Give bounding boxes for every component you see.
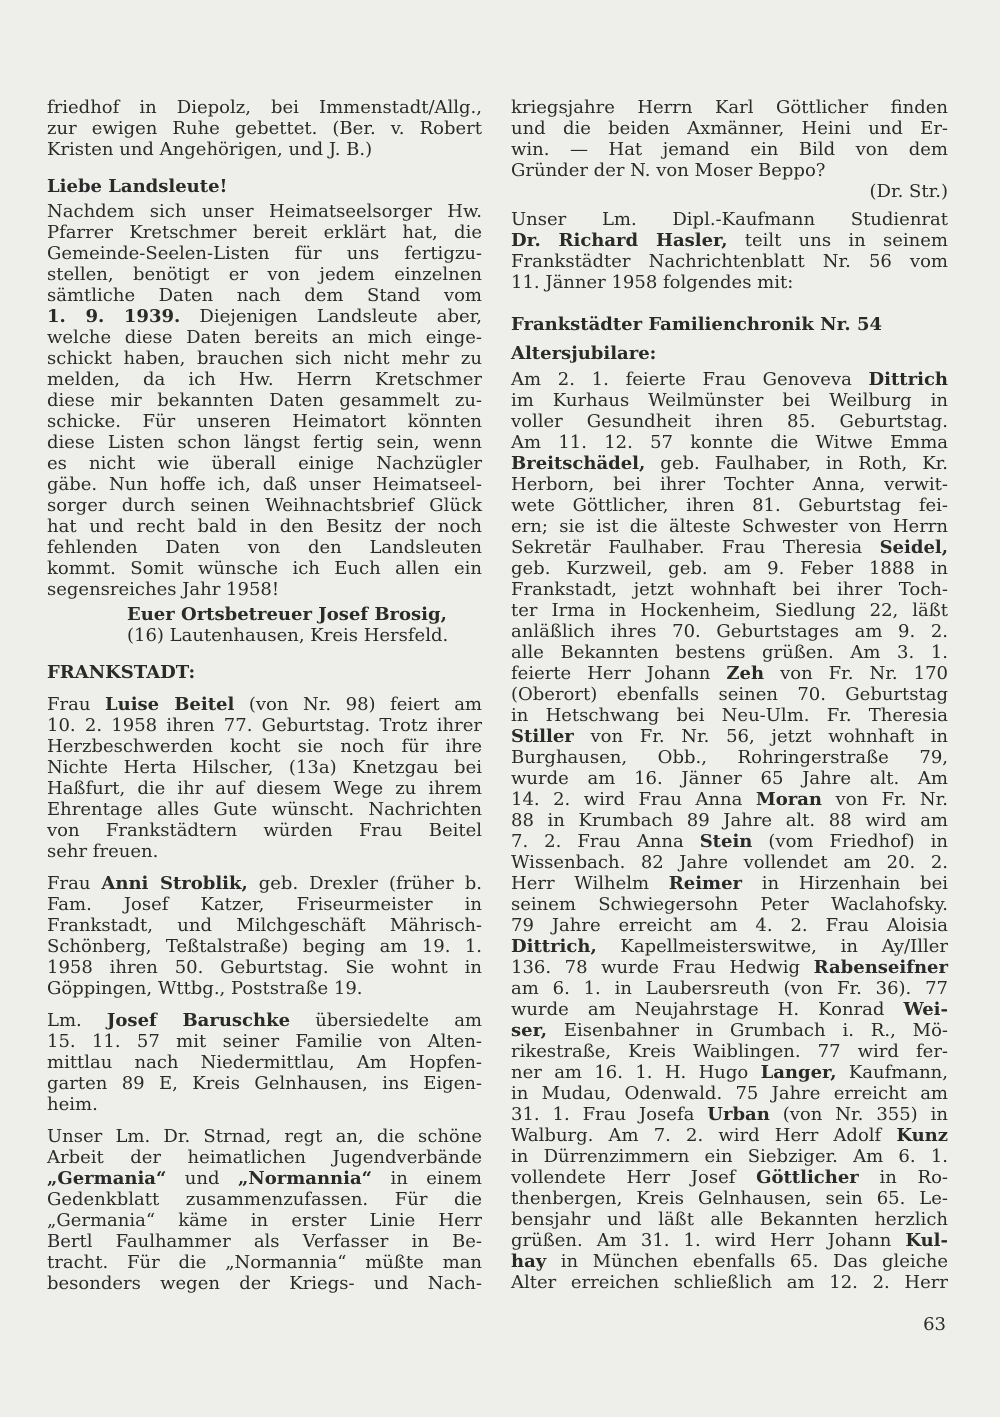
text-run: Göppingen, Wttbg., Poststraße 19.: [47, 978, 363, 999]
text-run: Frau: [47, 694, 105, 715]
bold-text: Kul-: [905, 1230, 948, 1251]
text-run: geb. Faulhaber, in Roth, Kr.: [645, 453, 948, 474]
text-line: [47, 243, 482, 264]
bold-text: Wei-: [903, 999, 948, 1020]
text-run: 136. 78 wurde Frau Hedwig: [511, 957, 814, 978]
bold-text: Zeh: [726, 663, 765, 684]
text-run: und die beiden Axmänner, Heini und Er-: [511, 118, 948, 139]
bold-text: Breitschädel,: [511, 453, 646, 474]
text-line: [47, 1231, 482, 1252]
text-line: [511, 957, 948, 978]
text-line: [511, 873, 948, 894]
text-line: [511, 936, 948, 957]
text-line: [47, 537, 482, 558]
text-run: Gemeinde-Seelen-Listen für uns fertigzu-: [47, 243, 482, 264]
text-run: schicke. Für unseren Heimatort könnten: [47, 411, 482, 432]
text-run: Alter erreichen schließlich am 12. 2. Herr: [511, 1272, 948, 1293]
bold-text: „Germania“: [47, 1168, 167, 1189]
text-line: [511, 684, 948, 705]
text-line: [47, 820, 482, 841]
text-line: [47, 369, 482, 390]
text-run: Unser Lm. Dr. Strnad, regt an, die schöne: [47, 1126, 482, 1147]
text-run: fehlenden Daten von den Landsleuten: [47, 537, 482, 558]
text-run: (Oberort) ebenfalls seinen 70. Geburtstag: [511, 684, 948, 705]
text-run: im Kurhaus Weilmünster bei Weilburg in: [511, 390, 948, 411]
text-line: [47, 432, 482, 453]
bold-text: Dittrich: [868, 369, 948, 390]
text-line: [511, 579, 948, 600]
text-run: „Germania“ käme in erster Linie Herr: [47, 1210, 482, 1231]
text-line: [47, 915, 482, 936]
text-line: [511, 139, 948, 160]
text-line: [47, 139, 482, 160]
text-line: [511, 411, 948, 432]
text-line: [47, 1094, 482, 1115]
text-run: (von Nr. 98) feiert am: [234, 694, 482, 715]
text-run: 79 Jahre erreicht am 4. 2. Frau Aloisia: [511, 915, 948, 936]
bold-text: Langer,: [760, 1062, 837, 1083]
text-run: in Hirzenhain bei: [742, 873, 948, 894]
bold-text: Stiller: [511, 726, 574, 747]
text-line: [47, 495, 482, 516]
text-run: Haßfurt, die ihr auf diesem Wege zu ihrem: [47, 778, 482, 799]
bold-text: Luise Beitel: [104, 694, 235, 715]
text-run: geb. Kurzweil, geb. am 9. Feber 1888 in: [511, 558, 948, 579]
text-run: 31. 1. Frau Josefa: [511, 1104, 708, 1125]
text-line: [47, 841, 482, 862]
text-run: Gründer der N. von Moser Beppo?: [511, 160, 826, 181]
text-run: Kristen und Angehörigen, und J. B.): [47, 139, 373, 160]
text-run: Kapellmeisterswitwe, in Ay/Iller: [596, 936, 948, 957]
text-run: 88 in Krumbach 89 Jahre alt. 88 wird am: [511, 810, 948, 831]
text-line: [47, 1031, 482, 1052]
paragraph-beisetzung: [47, 97, 482, 160]
text-line: [511, 1146, 948, 1167]
text-run: Frau: [47, 873, 102, 894]
paragraph-beitel: [47, 694, 482, 862]
text-line: [511, 118, 948, 139]
text-line: [511, 97, 948, 118]
text-run: (vom Friedhof) in: [752, 831, 948, 852]
heading-frankstadt: FRANKSTADT:: [47, 662, 196, 683]
text-line: [47, 348, 482, 369]
text-run: 15. 11. 57 mit seiner Familie von Alten-: [47, 1031, 482, 1052]
text-run: Unser Lm. Dipl.-Kaufmann Studienrat: [511, 209, 948, 230]
text-line: [511, 1272, 948, 1293]
text-run: schickt haben, brauchen sich nicht mehr zu: [47, 348, 482, 369]
paragraph-hasler: [511, 209, 948, 293]
text-run: Bertl Faulhammer als Verfasser in Be-: [47, 1231, 482, 1252]
signature-name: Euer Ortsbetreuer Josef Brosig,: [127, 604, 447, 625]
text-run: 14. 2. wird Frau Anna: [511, 789, 756, 810]
text-run: in Mudau, Odenwald. 75 Jahre erreicht am: [511, 1083, 948, 1104]
text-line: [511, 272, 948, 293]
text-line: [511, 621, 948, 642]
text-line: [511, 852, 948, 873]
text-line: [47, 1126, 482, 1147]
text-run: Wissenbach. 82 Jahre vollendet am 20. 2.: [511, 852, 948, 873]
text-line: [511, 1104, 948, 1125]
text-line: [47, 558, 482, 579]
text-run: Am 2. 1. feierte Frau Genoveva: [511, 369, 869, 390]
text-run: Kaufmann,: [836, 1062, 948, 1083]
text-run: Schönberg, Teßtalstraße) beging am 19. 1.: [47, 936, 482, 957]
text-line: [511, 642, 948, 663]
text-run: vollendete Herr Josef: [511, 1167, 757, 1188]
text-run: Lm.: [47, 1010, 107, 1031]
text-run: segensreiches Jahr 1958!: [47, 579, 280, 600]
text-run: besonders wegen der Kriegs- und Nach-: [47, 1273, 482, 1294]
text-line: [47, 978, 482, 999]
paragraph-strnad: [47, 1126, 482, 1294]
text-run: welche diese Daten bereits an mich einge-: [47, 327, 482, 348]
text-line: [511, 978, 948, 999]
text-line: [47, 894, 482, 915]
heading-liebe-landsleute: Liebe Landsleute!: [47, 176, 228, 197]
text-run: Diejenigen Landsleute aber,: [180, 306, 482, 327]
text-run: Nachdem sich unser Heimatseelsorger Hw.: [47, 201, 482, 222]
text-run: und: [166, 1168, 238, 1189]
text-run: in Dürrenzimmern ein Siebziger. Am 6. 1.: [511, 1146, 948, 1167]
text-run: Frankstadt, und Milchgeschäft Mährisch-: [47, 915, 482, 936]
text-line: [511, 1041, 948, 1062]
text-line: [511, 1209, 948, 1230]
text-run: melden, da ich Hw. Herrn Kretschmer: [47, 369, 482, 390]
text-line: [47, 936, 482, 957]
text-run: heim.: [47, 1094, 98, 1115]
text-line: [511, 768, 948, 789]
text-line: [511, 705, 948, 726]
text-line: [511, 810, 948, 831]
text-run: übersiedelte am: [290, 1010, 482, 1031]
text-line: [47, 1147, 482, 1168]
text-line: [47, 411, 482, 432]
text-line: [511, 1020, 948, 1041]
bold-text: Dr. Richard Hasler,: [511, 230, 728, 251]
text-line: [47, 285, 482, 306]
text-run: Frankstädter Nachrichtenblatt Nr. 56 vom: [511, 251, 948, 272]
text-line: [47, 1189, 482, 1210]
text-line: [511, 831, 948, 852]
text-run: sehr freuen.: [47, 841, 159, 862]
text-run: thenbergen, Kreis Gelnhausen, sein 65. Le-: [511, 1188, 948, 1209]
text-line: [47, 873, 482, 894]
text-run: friedhof in Diepolz, bei Immenstadt/Allg.,: [47, 97, 482, 118]
text-line: [511, 160, 948, 181]
signature-ortsbetreuer: [47, 604, 482, 646]
bold-text: Seidel,: [879, 537, 948, 558]
text-line: [511, 209, 948, 230]
text-line: [47, 327, 482, 348]
text-line: [511, 1188, 948, 1209]
text-line: [511, 1062, 948, 1083]
text-line: [47, 1168, 482, 1189]
text-run: voller Gesundheit ihren 85. Geburtstag.: [511, 411, 948, 432]
text-run: kriegsjahre Herrn Karl Göttlicher finden: [511, 97, 948, 118]
text-run: wete Göttlicher, ihren 81. Geburtstag fei-: [511, 495, 948, 516]
text-run: rikestraße, Kreis Waiblingen. 77 wird fer-: [511, 1041, 948, 1062]
text-run: Gedenkblatt zusammenzufassen. Für die: [47, 1189, 482, 1210]
text-run: bensjahr und läßt alle Bekannten herzlich: [511, 1209, 948, 1230]
paragraph-bild-gruender: [511, 97, 948, 181]
text-line: [47, 715, 482, 736]
text-line: [47, 757, 482, 778]
text-run: feierte Herr Johann: [511, 663, 727, 684]
text-run: grüßen. Am 31. 1. wird Herr Johann: [511, 1230, 906, 1251]
text-run: diese Listen schon längst fertig sein, wenn: [47, 432, 482, 453]
text-run: alle Bekannten bestens grüßen. Am 3. 1.: [511, 642, 948, 663]
bold-text: Göttlicher: [756, 1167, 859, 1188]
text-run: Sekretär Faulhaber. Frau Theresia: [511, 537, 880, 558]
text-line: [511, 999, 948, 1020]
text-line: [511, 789, 948, 810]
bold-text: Josef Baruschke: [106, 1010, 291, 1031]
text-line: [511, 894, 948, 915]
text-line: [511, 1083, 948, 1104]
text-line: [47, 1273, 482, 1294]
text-line: [511, 453, 948, 474]
text-run: wurde am 16. Jänner 65 Jahre alt. Am: [511, 768, 948, 789]
text-run: teilt uns in seinem: [727, 230, 948, 251]
text-run: in München ebenfalls 65. Das gleiche: [546, 1251, 948, 1272]
text-line: [511, 1125, 948, 1146]
paragraph-baruschke: [47, 1010, 482, 1115]
bold-text: hay: [511, 1251, 547, 1272]
text-line: [47, 201, 482, 222]
text-line: [47, 453, 482, 474]
bold-text: Dittrich,: [511, 936, 597, 957]
text-line: [47, 694, 482, 715]
text-line: [511, 432, 948, 453]
text-line: [47, 579, 482, 600]
text-run: sämtliche Daten nach dem Stand vom: [47, 285, 482, 306]
author-initials: (Dr. Str.): [869, 181, 948, 202]
text-line: [47, 1010, 482, 1031]
text-run: Nichte Herta Hilscher, (13a) Knetzgau bei: [47, 757, 482, 778]
text-run: Am 11. 12. 57 konnte die Witwe Emma: [511, 432, 948, 453]
text-run: 10. 2. 1958 ihren 77. Geburtstag. Trotz ihrer: [47, 715, 482, 736]
text-line: [47, 1052, 482, 1073]
bold-text: Urban: [707, 1104, 770, 1125]
text-run: 7. 2. Frau Anna: [511, 831, 700, 852]
text-run: am 6. 1. in Laubersreuth (von Fr. 36). 77: [511, 978, 948, 999]
text-run: tracht. Für die „Normannia“ müßte man: [47, 1252, 482, 1273]
text-run: Walburg. Am 7. 2. wird Herr Adolf: [511, 1125, 897, 1146]
paragraph-stroblik: [47, 873, 482, 999]
text-line: [47, 957, 482, 978]
bold-text: ser,: [511, 1020, 548, 1041]
text-line: [47, 1073, 482, 1094]
text-line: [47, 736, 482, 757]
text-line: [47, 1252, 482, 1273]
signature-address: (16) Lautenhausen, Kreis Hersfeld.: [127, 625, 449, 646]
text-line: [511, 747, 948, 768]
text-line: [47, 306, 482, 327]
text-run: von Fr. Nr.: [822, 789, 948, 810]
text-run: von Fr. Nr. 170: [764, 663, 949, 684]
text-run: in Hetschwang bei Neu-Ulm. Fr. Theresia: [511, 705, 948, 726]
text-run: geb. Drexler (früher b.: [247, 873, 482, 894]
heading-altersjubilare: Altersjubilare:: [511, 343, 657, 364]
bold-text: Reimer: [668, 873, 743, 894]
text-run: Ehrentage alles Gute wünscht. Nachrichten: [47, 799, 482, 820]
text-run: sorger durch seinen Weihnachtsbrief Glück: [47, 495, 482, 516]
text-run: diese mir bekannten Daten gesammelt zu-: [47, 390, 482, 411]
text-run: ter Irma in Hockenheim, Siedlung 22, läßt: [511, 600, 948, 621]
text-run: Eisenbahner in Grumbach i. R., Mö-: [547, 1020, 948, 1041]
bold-text: „Normannia“: [237, 1168, 372, 1189]
text-line: [47, 390, 482, 411]
text-run: in Ro-: [858, 1167, 949, 1188]
text-run: 11. Jänner 1958 folgendes mit:: [511, 272, 794, 293]
text-line: [47, 516, 482, 537]
text-line: [47, 799, 482, 820]
text-run: Herborn, bei ihrer Tochter Anna, verwit-: [511, 474, 948, 495]
text-line: [47, 222, 482, 243]
text-line: [511, 251, 948, 272]
text-line: [511, 558, 948, 579]
text-line: [511, 495, 948, 516]
bold-text: 1. 9. 1939.: [47, 306, 181, 327]
bold-text: Anni Stroblik,: [101, 873, 248, 894]
text-line: [511, 369, 948, 390]
text-run: Herzbeschwerden kocht sie noch für ihre: [47, 736, 482, 757]
paragraph-altersjubilare: [511, 369, 948, 1293]
text-line: [511, 1230, 948, 1251]
right-column: [511, 97, 948, 1293]
text-run: in einem: [372, 1168, 482, 1189]
text-line: [511, 537, 948, 558]
text-run: kommt. Somit wünsche ich Euch allen ein: [47, 558, 482, 579]
text-run: ern; sie ist die älteste Schwester von Herrn: [511, 516, 948, 537]
text-line: [511, 390, 948, 411]
text-line: [511, 600, 948, 621]
text-line: [511, 915, 948, 936]
paragraph-seelen-listen: [47, 201, 482, 600]
text-run: Frankstadt, jetzt wohnhaft bei ihrer Toch-: [511, 579, 948, 600]
text-run: Burghausen, Obb., Rohringerstraße 79,: [511, 747, 948, 768]
page-number: 63: [923, 1314, 946, 1335]
bold-text: Rabenseifner: [813, 957, 948, 978]
text-line: [511, 1251, 948, 1272]
text-run: Fam. Josef Katzer, Friseurmeister in: [47, 894, 482, 915]
text-line: [511, 663, 948, 684]
text-run: von Fr. Nr. 56, jetzt wohnhaft in: [573, 726, 948, 747]
text-line: [511, 230, 948, 251]
text-run: Pfarrer Kretschmer bereit erklärt hat, die: [47, 222, 482, 243]
bold-text: Moran: [755, 789, 823, 810]
text-run: von Frankstädtern würden Frau Beitel: [47, 820, 482, 841]
bold-text: Kunz: [896, 1125, 948, 1146]
text-run: Herr Wilhelm: [511, 873, 669, 894]
text-run: win. — Hat jemand ein Bild von dem: [511, 139, 948, 160]
text-run: (von Nr. 355) in: [769, 1104, 948, 1125]
text-run: ner am 16. 1. H. Hugo: [511, 1062, 761, 1083]
text-run: wurde am Neujahrstage H. Konrad: [511, 999, 904, 1020]
text-line: [47, 97, 482, 118]
text-line: [47, 118, 482, 139]
text-run: 1958 ihren 50. Geburtstag. Sie wohnt in: [47, 957, 482, 978]
text-run: zur ewigen Ruhe gebettet. (Ber. v. Robert: [47, 118, 482, 139]
text-line: [511, 1167, 948, 1188]
text-run: garten 89 E, Kreis Gelnhausen, ins Eigen-: [47, 1073, 482, 1094]
text-run: stellen, benötigt er von jedem einzelnen: [47, 264, 482, 285]
text-run: anläßlich ihres 70. Geburtstages am 9. 2.: [511, 621, 948, 642]
text-line: [511, 726, 948, 747]
text-run: mittlau nach Niedermittlau, Am Hopfen-: [47, 1052, 482, 1073]
text-line: [47, 778, 482, 799]
text-line: [511, 474, 948, 495]
text-line: [511, 516, 948, 537]
text-run: hat und recht bald in den Besitz der noch: [47, 516, 482, 537]
heading-familienchronik: Frankstädter Familienchronik Nr. 54: [511, 314, 883, 335]
text-line: [47, 264, 482, 285]
text-run: gäbe. Nun hoffe ich, daß unser Heimatseel-: [47, 474, 482, 495]
text-line: [47, 474, 482, 495]
text-run: Arbeit der heimatlichen Jugendverbände: [47, 1147, 482, 1168]
left-column: [47, 97, 482, 1294]
text-line: [47, 1210, 482, 1231]
text-run: es nicht wie überall einige Nachzügler: [47, 453, 482, 474]
bold-text: Stein: [699, 831, 753, 852]
text-run: seinem Schwiegersohn Peter Waclahofsky.: [511, 894, 948, 915]
